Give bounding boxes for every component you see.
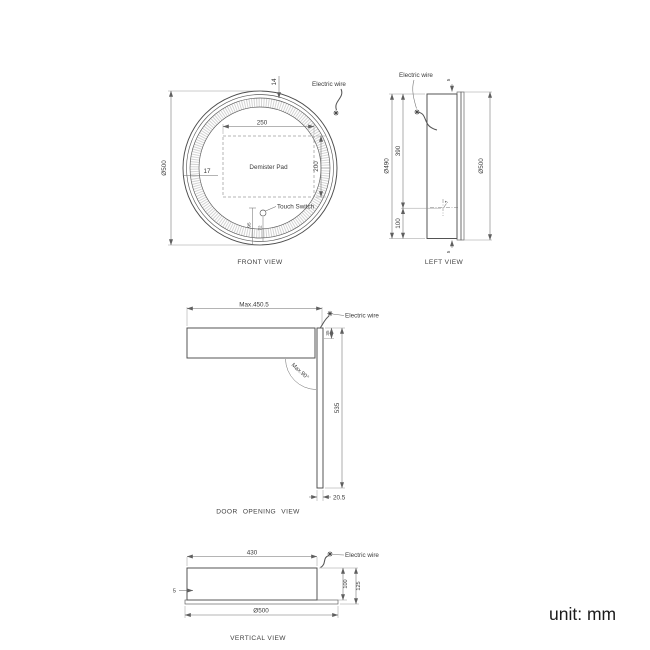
door-view-title: DOOR OPENING VIEW	[216, 508, 300, 516]
left-view-title: LEFT VIEW	[424, 259, 464, 266]
dim-diameter: Ø500	[161, 160, 168, 176]
touch-switch-label: Touch Switch	[277, 203, 315, 211]
dim-frame-width: 17	[203, 168, 211, 175]
wire-end-marker	[333, 110, 338, 115]
front-view-title: FRONT VIEW	[237, 259, 283, 266]
electric-wire-curve	[321, 556, 330, 568]
touch-switch-mark	[260, 210, 266, 216]
extension-lines	[168, 91, 326, 245]
touch-switch-leader	[266, 207, 277, 212]
dim-total-depth: 125	[356, 581, 362, 591]
dim-diameter: Ø500	[253, 607, 269, 615]
mirror-face-plate	[185, 600, 338, 604]
extension-lines	[389, 92, 492, 240]
extension-lines	[185, 557, 359, 618]
dim-max-angle: Max.90°	[289, 362, 310, 382]
glass-layer	[457, 92, 461, 240]
vertical-view	[173, 550, 380, 643]
body-top-profile	[187, 568, 317, 600]
dim-max-opening: Max.450.5	[239, 301, 269, 309]
dim-diameter: Ø500	[478, 158, 485, 174]
dim-body-width: 430	[246, 549, 258, 557]
dim-lip: 5	[172, 588, 176, 595]
vertical-view-title: VERTICAL VIEW	[230, 635, 286, 642]
dim-upper-height: 390	[395, 145, 402, 157]
electric-wire-leader	[333, 555, 345, 556]
wire-end-marker	[327, 311, 332, 316]
door-opening-view	[187, 302, 379, 516]
dim-switch-outer: 95	[246, 222, 252, 228]
unit-label: unit: mm	[549, 604, 617, 624]
electric-wire-label: Electric wire	[345, 552, 379, 559]
left-view	[384, 72, 493, 266]
electric-wire-label: Electric wire	[399, 72, 433, 79]
dim-hole-offset: 7	[444, 200, 449, 204]
dim-lower-height: 100	[395, 218, 402, 229]
dim-wire-offset: 35	[325, 330, 330, 336]
dim-switch-inner: 72	[257, 225, 263, 231]
demister-pad-label: Demister Pad	[249, 164, 288, 171]
electric-wire-leader	[413, 80, 417, 109]
body-profile	[427, 94, 457, 239]
dim-body-depth: 100	[343, 579, 349, 589]
front-glass-edge	[461, 92, 464, 240]
dim-height: 535	[334, 402, 341, 414]
electric-wire-label: Electric wire	[312, 81, 346, 88]
electric-wire-label: Electric wire	[345, 312, 379, 320]
dim-pad-height: 200	[313, 161, 320, 172]
dim-body-diameter: Ø490	[383, 158, 391, 174]
dim-pad-width: 250	[256, 119, 268, 127]
open-door-panel	[187, 328, 315, 358]
dim-top-lip: 5	[446, 78, 451, 82]
dim-bottom-lip: 5	[446, 250, 451, 254]
dim-thickness: 20.5	[333, 494, 346, 502]
dim-ring-width: 14	[271, 78, 278, 86]
electric-wire-leader	[333, 314, 345, 316]
cabinet-side-profile	[317, 328, 323, 488]
front-view	[161, 76, 346, 266]
electric-wire-curve	[336, 89, 342, 110]
extension-lines	[187, 307, 345, 501]
